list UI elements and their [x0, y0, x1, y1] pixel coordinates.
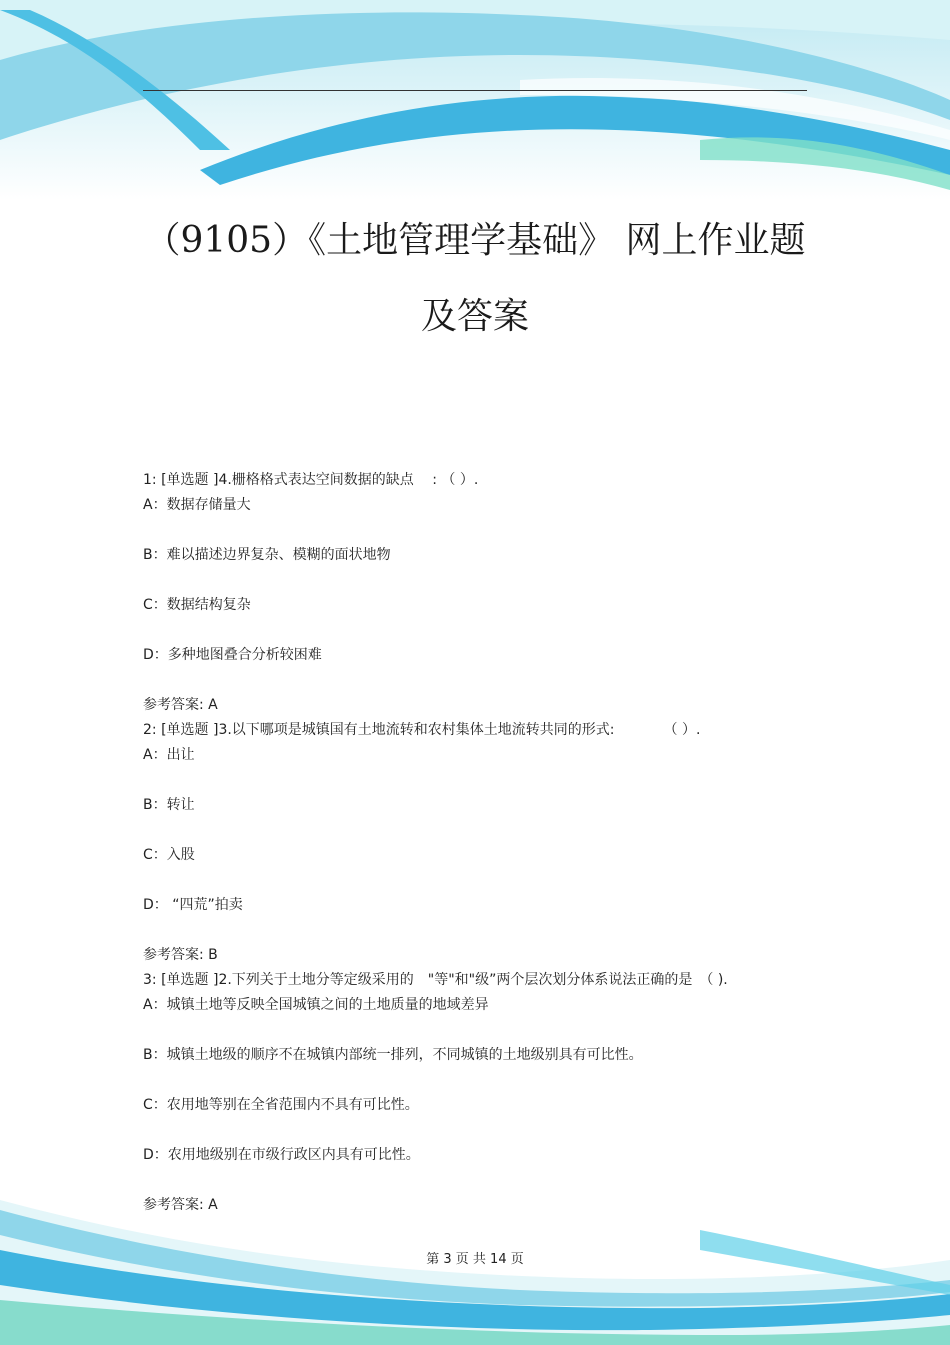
question-stem: 3: [单选题 ]2.下列关于土地分等定级采用的 "等"和"级”两个层次划分体系说法正确的是 （ ). [143, 972, 728, 988]
option-b: B：城镇土地级的顺序不在城镇内部统一排列，不同城镇的土地级别具有可比性。 [143, 1047, 643, 1063]
answer-line: 参考答案: B [143, 947, 218, 963]
question-list [143, 468, 823, 1218]
question-1 [143, 468, 823, 718]
question-stem: 1: [单选题 ]4.栅格格式表达空间数据的缺点 : （ ）. [143, 472, 479, 488]
option-b: B：转让 [143, 797, 195, 813]
header-rule [143, 90, 807, 91]
option-c: C：入股 [143, 847, 195, 863]
question-2 [143, 718, 823, 968]
document-title-line1: （9105）《土地管理学基础》 网上作业题 [144, 220, 806, 261]
option-a: A：数据存储量大 [143, 497, 251, 513]
option-b: B：难以描述边界复杂、模糊的面状地物 [143, 547, 391, 563]
option-d: D： “四荒”拍卖 [143, 897, 243, 913]
option-a: A：城镇土地等反映全国城镇之间的土地质量的地域差异 [143, 997, 489, 1013]
question-stem: 2: [单选题 ]3.以下哪项是城镇国有土地流转和农村集体土地流转共同的形式: （ ）. [143, 722, 701, 738]
option-c: C：农用地等别在全省范围内不具有可比性。 [143, 1097, 419, 1113]
answer-line: 参考答案: A [143, 1197, 218, 1213]
page-number-footer: 第 3 页 共 14 页 [426, 1252, 524, 1267]
option-d: D：多种地图叠合分析较困难 [143, 647, 322, 663]
option-c: C：数据结构复杂 [143, 597, 251, 613]
header-wave-decoration [0, 0, 950, 200]
document-title-line2: 及答案 [420, 296, 529, 337]
option-a: A：出让 [143, 747, 195, 763]
question-3 [143, 968, 823, 1218]
option-d: D：农用地级别在市级行政区内具有可比性。 [143, 1147, 420, 1163]
answer-line: 参考答案: A [143, 697, 218, 713]
